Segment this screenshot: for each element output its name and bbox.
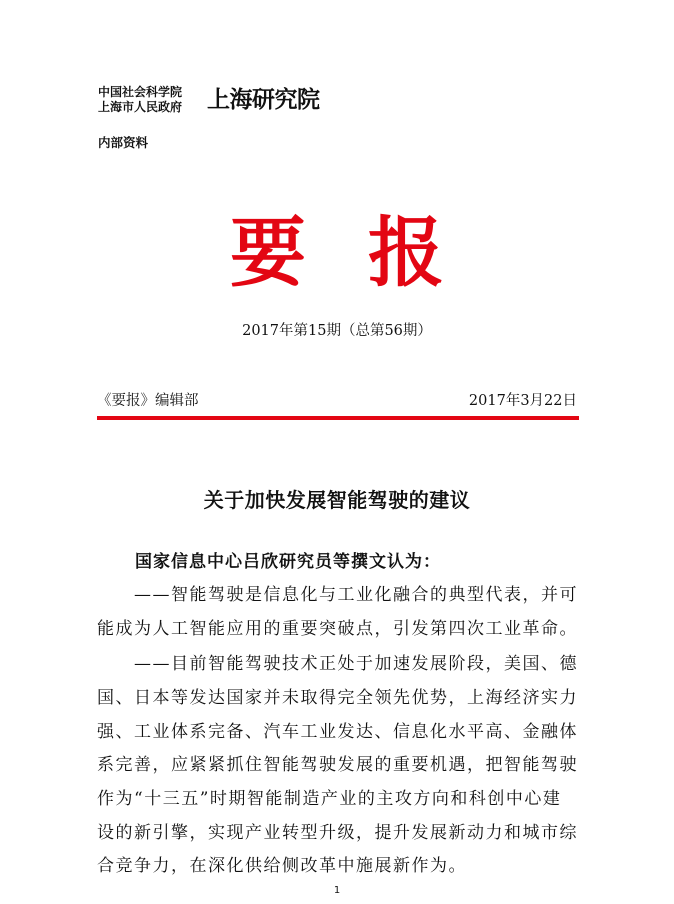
institute-name: 上海研究院: [207, 86, 320, 113]
org-cass: 中国社会科学院: [98, 85, 183, 99]
report-title-container: [0, 208, 674, 298]
publication-date: 2017年3月22日: [468, 393, 577, 409]
body-line: ——智能驾驶是信息化与工业化融合的典型代表，并可: [134, 585, 578, 605]
internal-document-label: 内部资料: [98, 135, 149, 150]
body-line: 强、工业体系完备、汽车工业发达、信息化水平高、金融体: [97, 722, 578, 742]
body-line: ——目前智能驾驶技术正处于加速发展阶段，美国、德: [134, 654, 578, 674]
body-line: 合竞争力，在深化供给侧改革中施展新作为。: [97, 856, 467, 876]
body-line: 能成为人工智能应用的重要突破点，引发第四次工业革命。: [97, 619, 578, 639]
organization-names: [98, 85, 182, 115]
article-byline: 国家信息中心吕欣研究员等撰文认为：: [135, 552, 441, 572]
page-number: 1: [333, 885, 341, 896]
report-title: 要报: [230, 208, 506, 297]
article-title: 关于加快发展智能驾驶的建议: [203, 488, 471, 512]
issue-number: 2017年第15期（总第56期）: [242, 323, 432, 339]
editorial-department: 《要报》编辑部: [97, 393, 199, 409]
body-line: 设的新引擎，实现产业转型升级，提升发展新动力和城市综: [97, 823, 578, 843]
org-shanghai-government: 上海市人民政府: [98, 100, 183, 114]
body-line: 系完善，应紧紧抓住智能驾驶发展的重要机遇，把智能驾驶: [97, 755, 578, 775]
body-line: 国、日本等发达国家并未取得完全领先优势，上海经济实力: [97, 688, 578, 708]
header-divider: [97, 416, 579, 420]
body-line: 作为“十三五”时期智能制造产业的主攻方向和科创中心建: [97, 789, 562, 809]
